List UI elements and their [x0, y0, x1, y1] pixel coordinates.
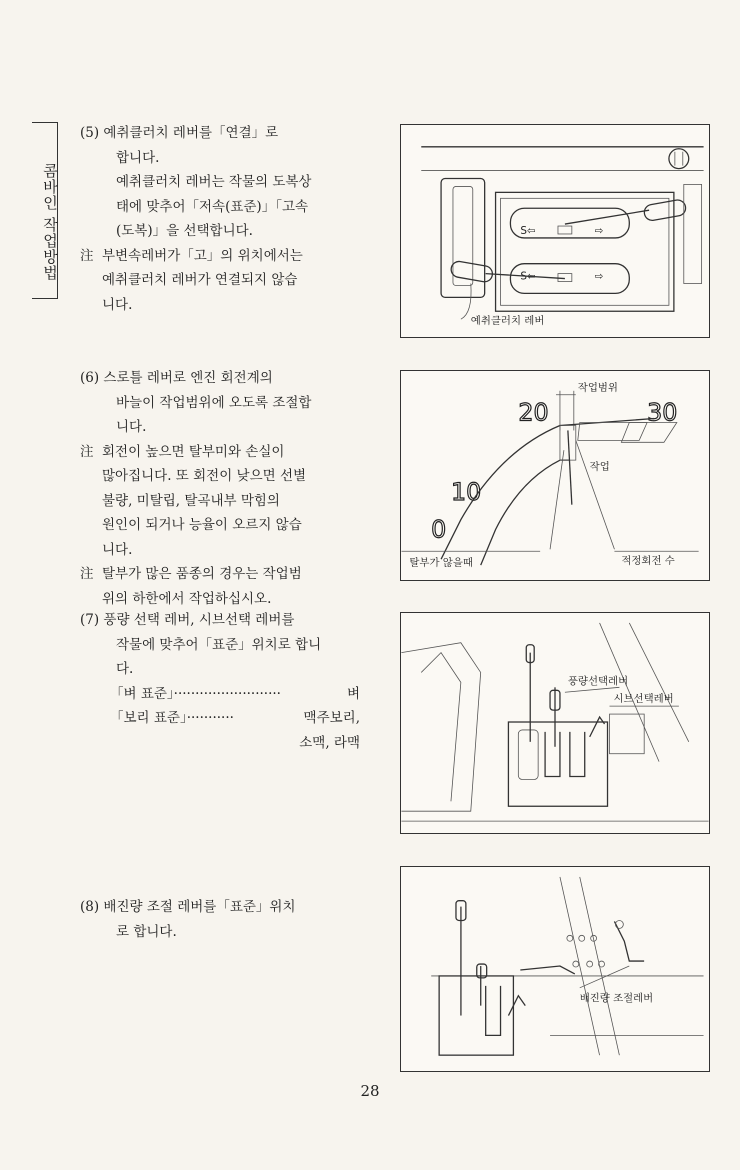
fig2-rated-label: 적정회전 수	[621, 555, 675, 568]
figure-tachometer	[400, 370, 710, 581]
step7-heading: (7) 풍량 선택 레버, 시브선택 레버를	[80, 612, 295, 628]
fig1-arrow-top: ⇨	[594, 224, 604, 237]
step5-note-2: 예취클러치 레버가 연결되지 않습	[102, 272, 298, 288]
fig1-s-mark-top: S⇦	[520, 224, 536, 237]
step6-block	[80, 366, 360, 611]
fig3-sieve-label: 시브선택레버	[613, 693, 674, 706]
fig2-tick-20: 20	[518, 398, 549, 427]
step7-row-rice	[80, 682, 360, 707]
step5-note-3: 니다.	[102, 296, 133, 313]
step5-body-2: 태에 맞추어「저속(표준)」「고속	[116, 198, 309, 215]
note-mark: 注	[80, 443, 94, 460]
fig2-tick-0: 0	[431, 515, 447, 544]
step7-row-cont: 소맥, 라맥	[299, 734, 360, 751]
step6-note1-1: 회전이 높으면 탈부미와 손실이	[102, 443, 285, 460]
step6-note2	[80, 562, 360, 587]
step8-block	[80, 895, 360, 944]
step7-row-barley	[80, 706, 360, 731]
fig2-work-label: 작업	[589, 461, 610, 474]
section-side-tab	[32, 122, 58, 299]
fig4-label: 배진량 조절레버	[579, 992, 654, 1005]
figure-chaff-lever	[400, 866, 710, 1072]
step6-note1-3: 불량, 미탈립, 탈곡내부 막힘의	[102, 492, 280, 509]
step5-note	[80, 244, 360, 269]
step7-body-2: 다.	[116, 661, 134, 677]
step6-body-2: 니다.	[116, 419, 147, 435]
note-mark: 注	[80, 566, 94, 582]
step8-heading-cont: 로 합니다.	[116, 923, 177, 940]
fig2-low-label: 탈부가 않을때	[409, 557, 473, 570]
fig2-tick-10: 10	[450, 477, 482, 506]
step5-heading-cont: 합니다.	[116, 149, 160, 166]
fig2-tick-30: 30	[647, 398, 678, 427]
step6-heading: (6) 스로틀 레버로 엔진 회전계의	[80, 370, 273, 386]
tachometer-illustration	[401, 371, 709, 580]
wind-sieve-lever-illustration	[401, 613, 709, 833]
step5-note-1: 부변속레버가「고」의 위치에서는	[102, 247, 303, 264]
chaff-lever-illustration	[401, 867, 709, 1071]
fig1-arrow-bottom: ⇨	[594, 270, 604, 283]
step6-note1	[80, 440, 360, 465]
row-key: 「보리 표준」···········	[110, 710, 234, 726]
row-key: 「벼 표준」·························	[110, 685, 281, 702]
step6-note1-2: 많아집니다. 또 회전이 낮으면 선별	[102, 468, 307, 484]
step5-heading: (5) 예취클러치 레버를「연결」로	[80, 125, 279, 141]
step6-body-1: 바늘이 작업범위에 오도록 조절합	[116, 394, 312, 411]
step7-body-1: 작물에 맞추어「표준」위치로 합니	[116, 636, 322, 653]
step6-note2-2: 위의 하한에서 작업하십시오.	[102, 590, 272, 607]
figure-reaping-clutch	[400, 124, 710, 338]
step6-note2-1: 탈부가 많은 품종의 경우는 작업범	[102, 566, 302, 582]
fig1-caption: 예취클러치 레버	[470, 315, 545, 328]
step7-block	[80, 608, 360, 755]
step6-note1-5: 니다.	[102, 541, 133, 558]
step5-block	[80, 121, 360, 317]
fig3-wind-label: 풍량선택레버	[567, 675, 629, 688]
fig2-work-range-label: 작업범위	[577, 381, 618, 394]
note-mark: 注	[80, 247, 94, 264]
fig1-s-mark-bottom: S⇦	[520, 270, 536, 283]
step5-body-3: (도복)」을 선택합니다.	[116, 223, 253, 239]
figure-wind-sieve-levers	[400, 612, 710, 834]
row-value: 벼	[346, 685, 360, 702]
reaping-clutch-illustration	[401, 125, 709, 337]
row-value: 맥주보리,	[303, 710, 360, 726]
step6-note1-4: 원인이 되거나 능율이 오르지 않습	[102, 517, 302, 533]
step8-heading: (8) 배진량 조절 레버를「표준」위치	[80, 899, 296, 915]
side-tab-label: 콤바인 작업방법	[41, 163, 59, 281]
page-number: 28	[360, 1082, 380, 1100]
step5-body-1: 예취클러치 레버는 작물의 도복상	[116, 174, 312, 190]
